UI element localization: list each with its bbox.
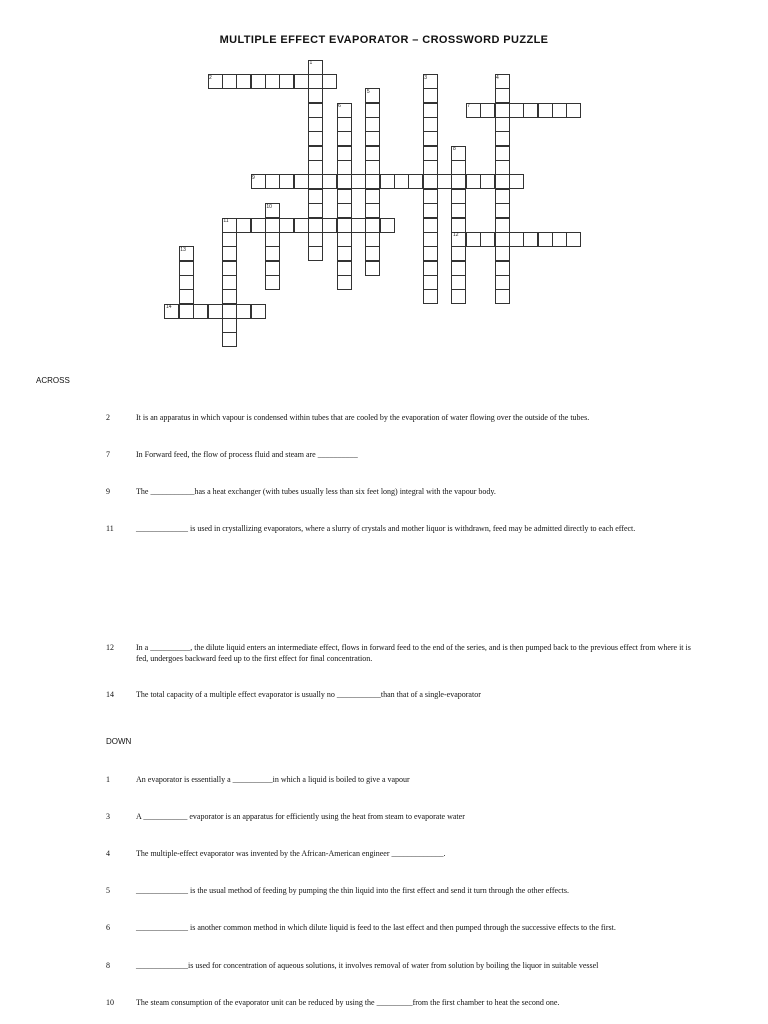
crossword-cell[interactable] [394,174,409,189]
crossword-cell[interactable] [423,232,438,247]
crossword-cell[interactable] [308,117,323,132]
clue-text: An evaporator is essentially a __________in which a liquid is boiled to give a vapour [136,775,410,784]
cell-number: 12 [452,232,459,239]
crossword-cell[interactable] [423,88,438,103]
crossword-cell[interactable] [222,261,237,276]
crossword-cell[interactable] [466,232,481,247]
crossword-cell[interactable] [495,160,510,175]
crossword-cell[interactable] [308,88,323,103]
clue-number: 14 [106,690,114,699]
crossword-cell[interactable] [509,103,524,118]
crossword-cell[interactable] [322,218,337,233]
crossword-cell[interactable] [222,232,237,247]
crossword-cell[interactable] [451,203,466,218]
crossword-cell[interactable] [222,332,237,347]
crossword-cell[interactable] [322,174,337,189]
crossword-cell[interactable] [337,275,352,290]
crossword-cell[interactable] [423,146,438,161]
clue-number: 1 [106,775,110,784]
crossword-cell[interactable] [308,232,323,247]
crossword-cell[interactable] [294,218,309,233]
crossword-cell[interactable] [523,232,538,247]
clue-number: 6 [106,923,110,932]
clue-number: 2 [106,413,110,422]
crossword-cell[interactable] [251,74,266,89]
crossword-cell[interactable] [236,218,251,233]
crossword-cell[interactable] [337,189,352,204]
crossword-cell[interactable] [279,74,294,89]
crossword-cell[interactable] [222,246,237,261]
crossword-cell[interactable] [365,160,380,175]
crossword-cell[interactable] [308,203,323,218]
crossword-cell[interactable] [451,174,466,189]
crossword-cell[interactable] [337,160,352,175]
clue-text: _____________ is used in crystallizing evaporators, where a slurry of crystals and mother liquor is withdrawn, feed may be admitted directly to each effect. [136,524,636,533]
clue-text: It is an apparatus in which vapour is condensed within tubes that are cooled by the evaporation of water flowing over the outside of the tubes. [136,413,590,422]
crossword-cell[interactable] [423,218,438,233]
crossword-cell[interactable] [495,203,510,218]
crossword-cell[interactable] [308,174,323,189]
cell-number: 3 [424,74,428,81]
clue-number: 10 [106,998,114,1007]
crossword-cell[interactable] [337,246,352,261]
crossword-cell[interactable] [365,203,380,218]
crossword-cell[interactable] [566,232,581,247]
crossword-cell[interactable] [222,318,237,333]
clue-number: 4 [106,849,110,858]
crossword-cell[interactable] [408,174,423,189]
crossword-cell[interactable] [337,203,352,218]
crossword-cell[interactable] [337,261,352,276]
crossword-cell[interactable] [451,261,466,276]
cell-number: 11 [223,218,229,224]
clue-number: 3 [106,812,110,821]
crossword-cell[interactable] [451,189,466,204]
clue-text: _____________is used for concentration of aqueous solutions, it involves removal of water from solution by boiling the liquor in suitable vessel [136,961,599,970]
crossword-cell[interactable] [495,117,510,132]
crossword-cell[interactable] [222,289,237,304]
crossword-grid [0,0,768,360]
crossword-cell[interactable] [423,160,438,175]
crossword-cell[interactable] [423,131,438,146]
crossword-cell[interactable] [495,261,510,276]
crossword-cell[interactable] [337,146,352,161]
crossword-cell[interactable] [251,218,266,233]
crossword-cell[interactable] [236,304,251,319]
crossword-cell[interactable] [365,174,380,189]
crossword-cell[interactable] [265,74,280,89]
crossword-cell[interactable] [495,289,510,304]
crossword-cell[interactable] [337,218,352,233]
crossword-cell[interactable] [308,103,323,118]
crossword-cell[interactable] [495,146,510,161]
crossword-cell[interactable] [423,174,438,189]
crossword-cell[interactable] [308,74,323,89]
crossword-cell[interactable] [495,246,510,261]
clue-text: In Forward feed, the flow of process fluid and steam are __________ [136,450,358,459]
crossword-cell[interactable] [495,189,510,204]
crossword-cell[interactable] [265,218,280,233]
clue-number: 5 [106,886,110,895]
cell-number: 5 [366,88,370,95]
crossword-cell[interactable] [365,261,380,276]
page-title: MULTIPLE EFFECT EVAPORATOR – CROSSWORD PUZZLE [219,34,549,46]
cell-number: 6 [338,103,341,110]
crossword-cell[interactable] [294,174,309,189]
crossword-cell[interactable] [480,232,495,247]
crossword-cell[interactable] [179,261,194,276]
crossword-cell[interactable] [222,74,237,89]
crossword-cell[interactable] [466,174,481,189]
clue-number: 11 [106,524,114,533]
crossword-cell[interactable] [265,275,280,290]
cell-number: 1 [309,60,313,67]
crossword-cell[interactable] [265,246,280,261]
crossword-cell[interactable] [423,246,438,261]
cell-number: 13 [180,246,186,253]
cell-number: 9 [252,174,255,181]
crossword-cell[interactable] [495,88,510,103]
crossword-cell[interactable] [365,218,380,233]
crossword-cell[interactable] [451,160,466,175]
clue-number: 9 [106,487,110,496]
crossword-cell[interactable] [423,103,438,118]
crossword-cell[interactable] [552,232,567,247]
crossword-cell[interactable] [437,174,452,189]
clue-text: The multiple-effect evaporator was invented by the African-American engineer _____________. [136,849,446,858]
crossword-cell[interactable] [523,103,538,118]
clue-text: The steam consumption of the evaporator unit can be reduced by using the _________from the first chamber to heat the second one. [136,998,560,1007]
crossword-cell[interactable] [308,131,323,146]
crossword-cell[interactable] [538,103,553,118]
crossword-cell[interactable] [337,117,352,132]
crossword-cell[interactable] [251,304,266,319]
clue-text: _____________ is another common method in which dilute liquid is feed to the last effect and then pumped through the successive effects to the first. [136,923,616,932]
clue-text: A ___________ evaporator is an apparatus for efficiently using the heat from steam to evaporate water [136,812,465,821]
crossword-cell[interactable] [193,304,208,319]
crossword-cell[interactable] [308,246,323,261]
crossword-cell[interactable] [495,232,510,247]
crossword-cell[interactable] [308,189,323,204]
crossword-cell[interactable] [480,103,495,118]
crossword-cell[interactable] [495,275,510,290]
crossword-cell[interactable] [279,174,294,189]
crossword-cell[interactable] [380,174,395,189]
crossword-cell[interactable] [451,246,466,261]
crossword-cell[interactable] [538,232,553,247]
crossword-cell[interactable] [294,74,309,89]
crossword-cell[interactable] [179,304,194,319]
cell-number: 14 [165,304,172,311]
crossword-cell[interactable] [451,275,466,290]
cell-number: 4 [496,74,499,81]
crossword-cell[interactable] [365,246,380,261]
crossword-cell[interactable] [495,218,510,233]
crossword-cell[interactable] [337,174,352,189]
cell-number: 7 [467,103,471,110]
crossword-cell[interactable] [365,103,380,118]
clue-text: The total capacity of a multiple effect evaporator is usually no ___________than that of a single-evaporator [136,690,481,699]
clue-number: 12 [106,643,114,652]
crossword-cell[interactable] [351,218,366,233]
crossword-cell[interactable] [480,174,495,189]
crossword-cell[interactable] [365,117,380,132]
crossword-cell[interactable] [208,304,223,319]
crossword-cell[interactable] [265,174,280,189]
crossword-cell[interactable] [423,289,438,304]
crossword-cell[interactable] [423,117,438,132]
crossword-cell[interactable] [265,232,280,247]
crossword-cell[interactable] [279,218,294,233]
crossword-cell[interactable] [365,189,380,204]
crossword-cell[interactable] [365,232,380,247]
across-heading: ACROSS [36,376,70,385]
crossword-cell[interactable] [423,189,438,204]
clue-text: _____________ is the usual method of feeding by pumping the thin liquid into the first effect and send it turn through the other effects. [136,886,569,895]
cell-number: 2 [209,74,212,81]
crossword-cell[interactable] [322,74,337,89]
crossword-cell[interactable] [308,218,323,233]
clue-number: 8 [106,961,110,970]
crossword-cell[interactable] [380,218,395,233]
crossword-cell[interactable] [552,103,567,118]
crossword-cell[interactable] [495,174,510,189]
crossword-cell[interactable] [179,289,194,304]
crossword-cell[interactable] [566,103,581,118]
clue-text: The ___________has a heat exchanger (with tubes usually less than six feet long) integral with the vapour body. [136,487,496,496]
crossword-cell[interactable] [308,160,323,175]
crossword-cell[interactable] [222,304,237,319]
crossword-cell[interactable] [423,275,438,290]
crossword-cell[interactable] [222,275,237,290]
clue-text: In a __________, the dilute liquid enters an intermediate effect, flows in forward feed to the end of the series, and is then pumped back to the previous effect from where it is fed, undergoes backward feed up to the first effect for final concentration. [136,643,691,663]
crossword-cell[interactable] [351,174,366,189]
crossword-cell[interactable] [365,131,380,146]
cell-number: 10 [266,203,272,210]
crossword-cell[interactable] [337,232,352,247]
crossword-cell[interactable] [236,74,251,89]
cell-number: 8 [452,146,456,153]
crossword-cell[interactable] [509,232,524,247]
clue-number: 7 [106,450,110,459]
crossword-cell[interactable] [423,203,438,218]
crossword-cell[interactable] [495,131,510,146]
crossword-cell[interactable] [509,174,524,189]
crossword-cell[interactable] [495,103,510,118]
crossword-cell[interactable] [179,275,194,290]
crossword-cell[interactable] [337,131,352,146]
crossword-cell[interactable] [365,146,380,161]
crossword-cell[interactable] [308,146,323,161]
crossword-cell[interactable] [423,261,438,276]
crossword-cell[interactable] [265,261,280,276]
down-heading: DOWN [106,737,132,746]
crossword-cell[interactable] [451,218,466,233]
crossword-cell[interactable] [451,289,466,304]
